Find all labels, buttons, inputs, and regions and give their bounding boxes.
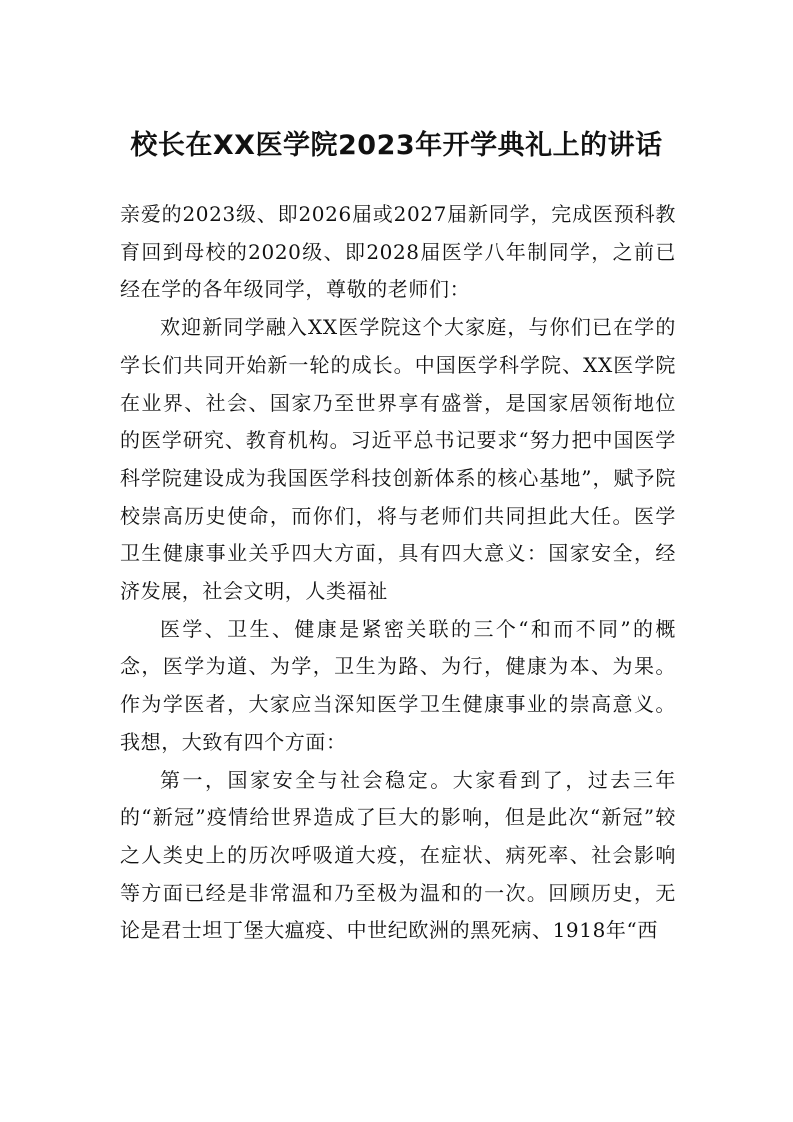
document-title: 校长在XX医学院2023年开学典礼上的讲话: [130, 130, 663, 161]
body-paragraph: 医学、卫生、健康是紧密关联的三个“和而不同”的概念，医学为道、为学，卫生为路、为行，健康为本、为果。作为学医者，大家应当深知医学卫生健康事业的崇高意义。我想，大致有四个方面：: [120, 616, 676, 754]
salutation-paragraph: 亲爱的2023级、即2026届或2027届新同学，完成医预科教育回到母校的2020级、即2028届医学八年制同学，之前已经在学的各年级同学，尊敬的老师们：: [120, 202, 676, 302]
document-body: [120, 196, 676, 950]
body-paragraph: 欢迎新同学融入XX医学院这个大家庭，与你们已在学的学长们共同开始新一轮的成长。中国医学科学院、XX医学院在业界、社会、国家乃至世界享有盛誉，是国家居领衔地位的医学研究、教育机构。习近平总书记要求“努力把中国医学科学院建设成为我国医学科技创新体系的核心基地”，赋予院校崇高历史使命，而你们，将与老师们共同担此大任。医学卫生健康事业关乎四大方面，具有四大意义：国家安全，经济发展，社会文明，人类福祉: [120, 315, 676, 604]
body-paragraph: 第一，国家安全与社会稳定。大家看到了，过去三年的“新冠”疫情给世界造成了巨大的影响，但是此次“新冠”较之人类史上的历次呼吸道大疫，在症状、病死率、社会影响等方面已经是非常温和乃至极为温和的一次。回顾历史，无论是君士坦丁堡大瘟疫、中世纪欧洲的黑死病、1918年“西: [120, 767, 676, 943]
